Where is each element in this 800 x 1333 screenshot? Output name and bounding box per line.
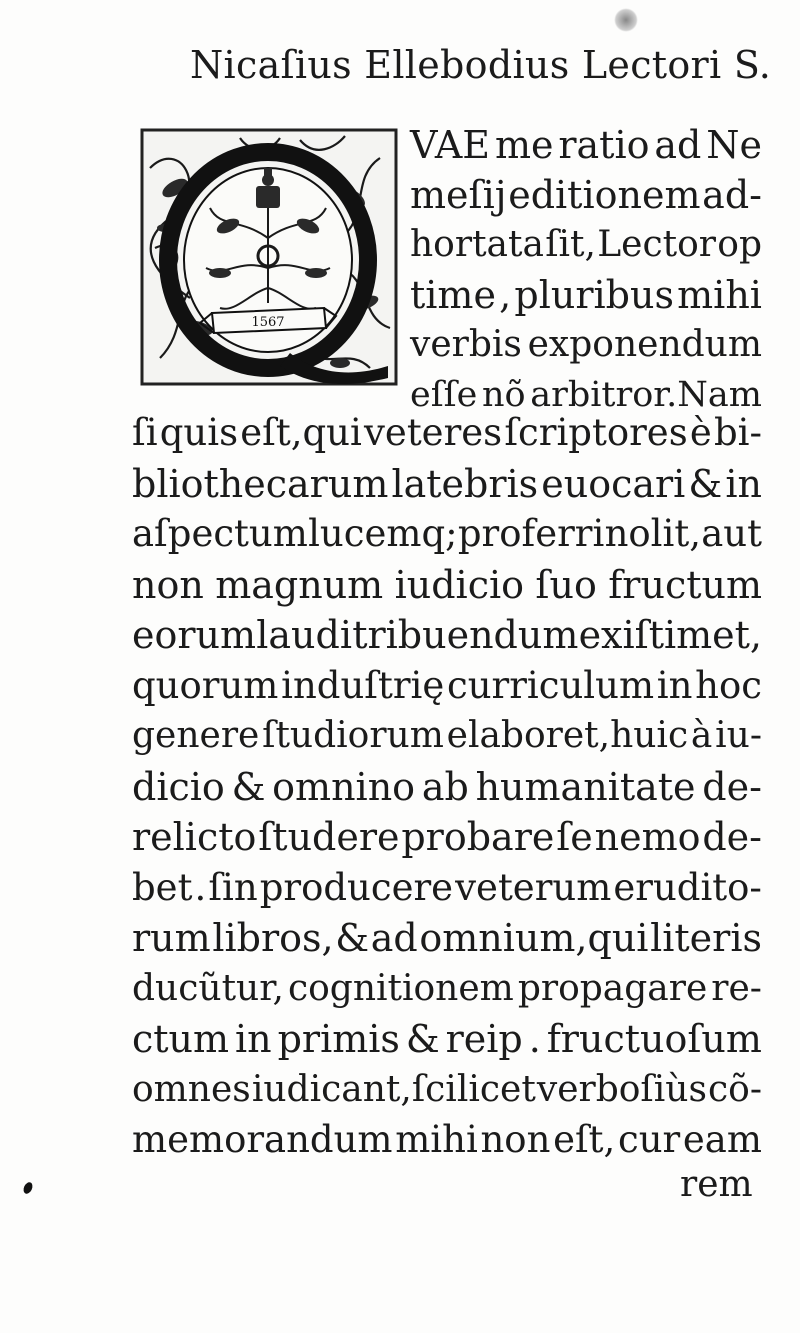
text-line: memorandum mihi non eſt, cur eam: [132, 1118, 762, 1161]
text-line: meſij editionem ad-: [410, 173, 762, 217]
text-line: hortata ſit, Lector op: [410, 224, 762, 265]
text-line: ctum in primis & reip . fructuoſum: [132, 1017, 762, 1061]
text-line: omnes iudicant,ſcilicet verboſiùs cõ-: [132, 1068, 762, 1110]
text-line: verbis exponendum: [410, 324, 762, 365]
catchword: rem: [680, 1164, 753, 1205]
text-line: genere ſtudiorum elaboret,huic à iu-: [132, 715, 762, 756]
ink-smudge: [614, 8, 638, 32]
page-title: Nicaſius Ellebodius Lectori S.: [190, 43, 772, 87]
initial-banner-year: 1567: [251, 315, 285, 330]
text-line: time , pluribus mihi: [410, 273, 762, 317]
text-line: bliothecarum latebris euocari & in: [132, 461, 762, 506]
text-line: bet . ſin producere veterum erudito-: [132, 865, 762, 909]
text-line: quorum induſtrię curriculum in hoc: [132, 663, 762, 707]
text-line: eorum laudi tribuendum exiſtimet,: [132, 613, 762, 657]
text-line: aſpectum lucemq; proferri nolit, aut: [132, 512, 762, 555]
text-line: rum libros, & ad omnium,qui literis: [132, 916, 762, 960]
text-line: VAE me ratio ad Ne: [410, 123, 762, 167]
text-line: non magnum iudicio ſuo fructum: [132, 562, 762, 607]
text-line: ſi quis eſt,qui veteres ſcriptores è bi-: [132, 411, 762, 454]
text-line: relicto ſtudere probare ſe nemo de-: [132, 815, 762, 859]
decorated-initial-q: [140, 128, 398, 386]
text-line: dicio & omnino ab humanitate de-: [132, 764, 762, 809]
text-line: ducũtur, cognitionem propagare re-: [132, 967, 762, 1009]
text-line: eſſe nõ arbitror.Nam: [410, 375, 762, 415]
ink-dot: [22, 1181, 34, 1195]
